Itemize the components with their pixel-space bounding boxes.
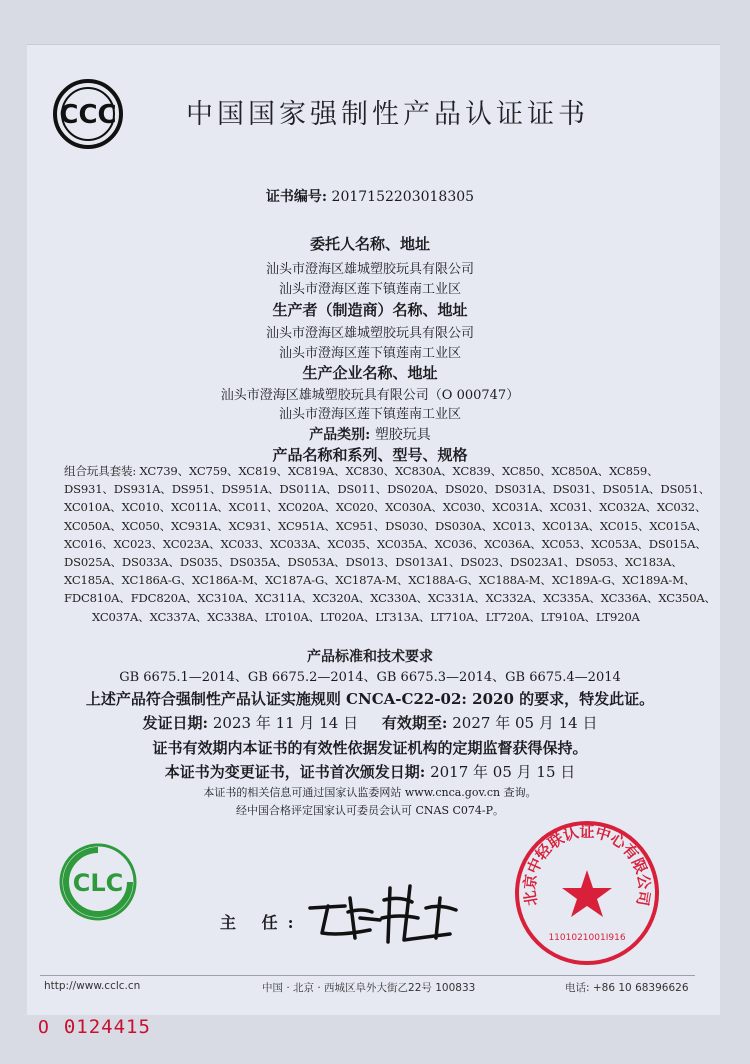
certificate-title: 中国国家强制性产品认证证书 bbox=[186, 99, 589, 130]
compliance-statement: 上述产品符合强制性产品认证实施规则 CNCA-C22-02: 2020 的要求，特发此证。 bbox=[85, 690, 655, 708]
factory-heading: 生产企业名称、地址 bbox=[302, 364, 438, 382]
manufacturer-name: 汕头市澄海区雄城塑胶玩具有限公司 bbox=[265, 326, 474, 341]
model-line: XC050A、XC050、XC931A、XC931、XC951A、XC951、DS030、DS030A、XC013、XC013A、XC015、XC015A、 bbox=[64, 518, 707, 533]
certificate-number-row bbox=[40, 186, 700, 206]
standards-value: GB 6675.1—2014、GB 6675.2—2014、GB 6675.3—2014、GB 6675.4—2014 bbox=[119, 670, 621, 685]
director-label: 主 任: bbox=[220, 913, 304, 932]
factory-address: 汕头市澄海区莲下镇莲南工业区 bbox=[278, 407, 461, 422]
footer-phone: 电话: +86 10 68396626 bbox=[565, 982, 689, 994]
model-line: DS025A、DS033A、DS035、DS035A、DS053A、DS013、DS013A1、DS023、DS023A1、DS053、XC183A、 bbox=[64, 555, 683, 570]
query-note: 本证书的相关信息可通过国家认监委网站 www.cnca.gov.cn 查询。 bbox=[203, 786, 537, 799]
standards-heading: 产品标准和技术要求 bbox=[307, 649, 433, 665]
seal-code: 1101021001I916 bbox=[548, 933, 626, 943]
validity-note: 证书有效期内本证书的有效性依据发证机构的定期监督获得保持。 bbox=[152, 739, 588, 757]
factory-name: 汕头市澄海区雄城塑胶玩具有限公司（O 000747） bbox=[220, 388, 520, 403]
footer-website: http://www.cclc.cn bbox=[44, 980, 141, 992]
manufacturer-address: 汕头市澄海区莲下镇莲南工业区 bbox=[278, 346, 461, 361]
expiry-date-value: 2027 年 05 月 14 日 bbox=[452, 714, 598, 732]
serial-number bbox=[38, 1016, 151, 1038]
footer-divider bbox=[40, 975, 695, 976]
model-line: FDC810A、FDC820A、XC310A、XC311A、XC320A、XC330A、XC331A、XC332A、XC335A、XC336A、XC350A、 bbox=[64, 591, 716, 606]
expiry-date-label: 有效期至: bbox=[381, 714, 448, 732]
ccc-mark-logo bbox=[52, 78, 124, 150]
applicant-address: 汕头市澄海区莲下镇莲南工业区 bbox=[278, 282, 461, 297]
model-line: XC016、XC023、XC023A、XC033、XC033A、XC035、XC035A、XC036、XC036A、XC053、XC053A、DS015A、 bbox=[64, 536, 707, 551]
seal-text: 北京中轻联认证中心有限公司 bbox=[520, 822, 654, 908]
serial-prefix: O bbox=[38, 1017, 50, 1038]
company-seal bbox=[512, 818, 662, 968]
model-list bbox=[64, 462, 716, 626]
issue-date-label: 发证日期: bbox=[142, 714, 209, 732]
svg-text:CLC: CLC bbox=[72, 869, 124, 897]
serial-value: 0124415 bbox=[63, 1016, 151, 1038]
director-signature bbox=[300, 878, 480, 948]
svg-text:CCC: CCC bbox=[59, 100, 117, 130]
model-line: XC010A、XC010、XC011A、XC011、XC020A、XC020、XC030A、XC030、XC031A、XC031、XC032A、XC032、 bbox=[64, 500, 707, 515]
footer-address: 中国 · 北京 · 西城区阜外大街乙22号 100833 bbox=[262, 982, 476, 994]
certificate-number-value: 2017152203018305 bbox=[331, 189, 475, 205]
models-heading: 产品名称和系列、型号、规格 bbox=[272, 446, 468, 464]
applicant-name: 汕头市澄海区雄城塑胶玩具有限公司 bbox=[265, 262, 474, 277]
change-note-label: 本证书为变更证书，证书首次颁发日期: bbox=[164, 763, 426, 781]
applicant-heading: 委托人名称、地址 bbox=[309, 235, 430, 253]
manufacturer-heading: 生产者（制造商）名称、地址 bbox=[272, 301, 468, 319]
accreditation-note: 经中国合格评定国家认可委员会认可 CNAS C074-P。 bbox=[235, 804, 505, 817]
model-line: XC037A、XC337A、XC338A、LT010A、LT020A、LT313A、LT710A、LT720A、LT910A、LT920A bbox=[92, 609, 640, 624]
clc-logo bbox=[58, 842, 138, 922]
product-category-row bbox=[40, 424, 700, 444]
dates-row bbox=[40, 712, 700, 733]
model-line: DS931、DS931A、DS951、DS951A、DS011A、DS011、DS020A、DS020、DS031A、DS031、DS051A、DS051、 bbox=[64, 482, 711, 497]
issue-date-value: 2023 年 11 月 14 日 bbox=[212, 714, 359, 732]
certificate-number-label: 证书编号: bbox=[265, 189, 328, 205]
change-note-row bbox=[40, 761, 700, 782]
product-category-label: 产品类别: bbox=[309, 427, 371, 443]
change-note-value: 2017 年 05 月 15 日 bbox=[430, 763, 576, 781]
model-line: 组合玩具套装: XC739、XC759、XC819、XC819A、XC830、XC830A、XC839、XC850、XC850A、XC859、 bbox=[64, 464, 659, 478]
model-line: XC185A、XC186A-G、XC186A-M、XC187A-G、XC187A-M、XC188A-G、XC188A-M、XC189A-G、XC189A-M、 bbox=[64, 573, 696, 588]
product-category-value: 塑胶玩具 bbox=[374, 427, 431, 443]
